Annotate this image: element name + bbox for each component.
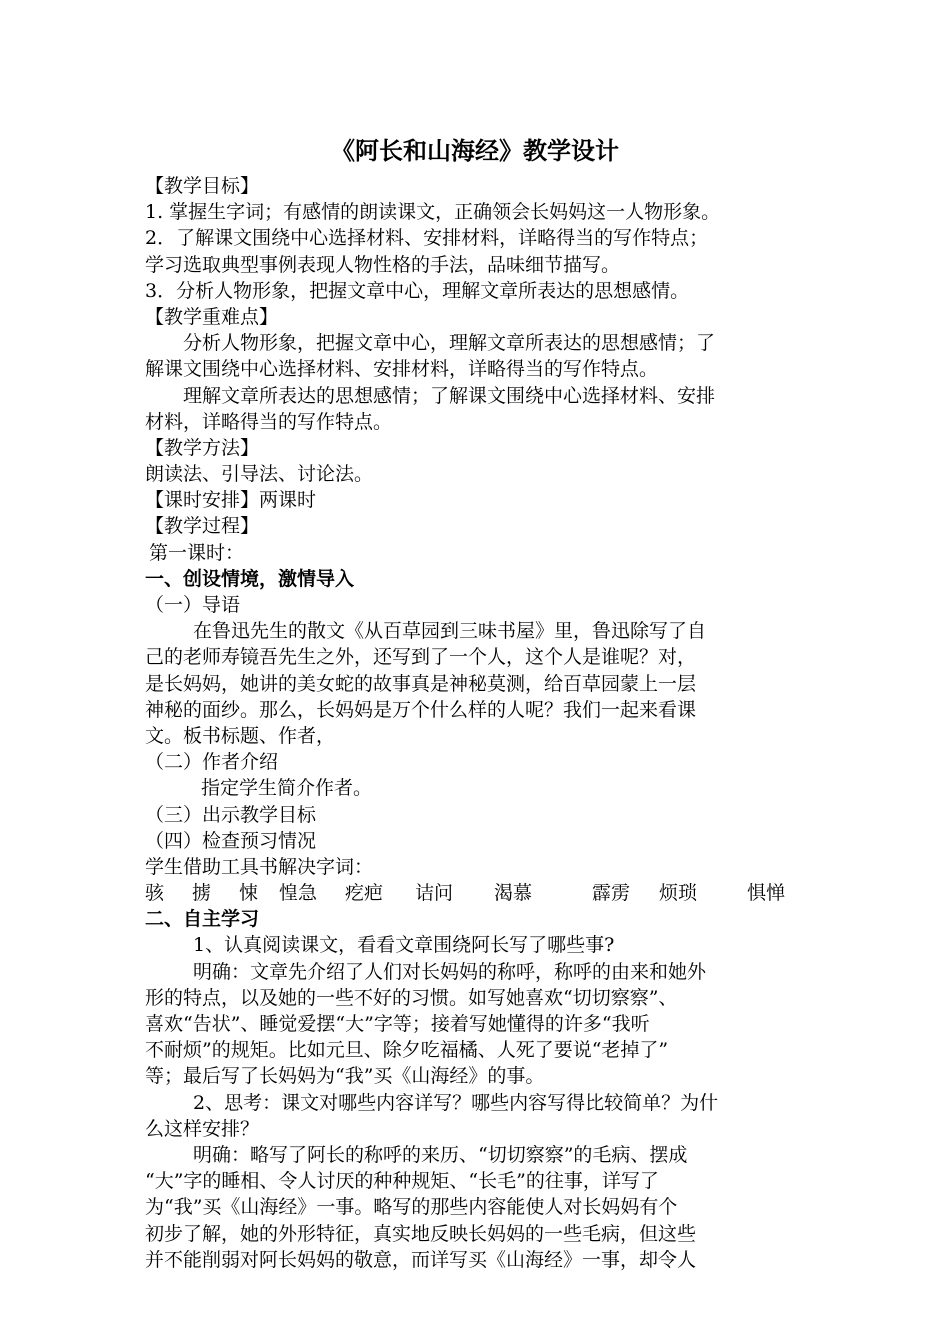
intro-paragraph-line-3: 是长妈妈，她讲的美女蛇的故事真是神秘莫测，给百草园蒙上一层: [145, 672, 697, 695]
key-point-text: 分析人物形象，把握文章中心，理解文章所表达的思想感情；了: [183, 332, 716, 355]
objective-2: 2．了解课文围绕中心选择材料、安排材料，详略得当的写作特点；: [145, 227, 709, 250]
objective-3: 3．分析人物形象，把握文章中心，理解文章所表达的思想感情。: [145, 279, 690, 302]
intro-paragraph: 在鲁迅先生的散文《从百草园到三味书屋》里，鲁迅除写了自: [193, 620, 707, 643]
objective-1: 1. 掌握生字词；有感情的朗读课文，正确领会长妈妈这一人物形象。: [145, 201, 721, 224]
answer-1-line-4: 不耐烦”的规矩。比如元旦、除夕吃福橘、人死了要说“老掉了”: [145, 1039, 669, 1062]
author-text: 指定学生简介作者。: [201, 777, 373, 800]
answer-2-line-3: 为“我”买《山海经》一事。略写的那些内容能使人对长妈妈有个: [145, 1196, 678, 1219]
key-point-text-cont: 解课文围绕中心选择材料、安排材料，详略得当的写作特点。: [145, 358, 659, 381]
vocab-intro: 学生借助工具书解决字词：: [145, 855, 374, 878]
vocab-word: 掳: [192, 882, 212, 905]
subsection-objectives: （三）出示教学目标: [145, 803, 317, 826]
vocab-list: [145, 880, 825, 906]
section-heading-key-points: 【教学重难点】: [145, 305, 279, 328]
document-body: [145, 173, 825, 1273]
answer-1-line-5: 等；最后写了长妈妈为“我”买《山海经》的事。: [145, 1065, 545, 1088]
question-2: 2、思考：课文对哪些内容详写？哪些内容写得比较简单？为什: [193, 1091, 719, 1114]
difficult-point-text-cont: 材料，详略得当的写作特点。: [145, 410, 393, 433]
intro-paragraph-line-2: 己的老师寿镜吾先生之外，还写到了一个人，这个人是谁呢？对，: [145, 646, 697, 669]
part-two-heading: 二、自主学习: [145, 908, 260, 931]
section-heading-methods: 【教学方法】: [145, 436, 260, 459]
vocab-word: 霹雳: [592, 882, 631, 905]
answer-1-line-2: 形的特点，以及她的一些不好的习惯。如写她喜欢“切切察察”、: [145, 986, 678, 1009]
intro-paragraph-line-5: 文。板书标题、作者，: [145, 724, 336, 747]
answer-2-line-5: 并不能削弱对阿长妈妈的敬意，而详写买《山海经》一事，却令人: [145, 1248, 697, 1271]
vocab-word: 渴慕: [494, 882, 533, 905]
schedule-text: 【课时安排】两课时: [145, 489, 317, 512]
lesson-one-label: 第一课时：: [149, 541, 245, 564]
answer-1: 明确：文章先介绍了人们对长妈妈的称呼，称呼的由来和她外: [193, 960, 707, 983]
section-heading-process: 【教学过程】: [145, 515, 260, 538]
answer-2: 明确：略写了阿长的称呼的来历、“切切察察”的毛病、摆成: [193, 1143, 688, 1166]
subsection-intro: （一）导语: [145, 594, 241, 616]
question-1: 1、认真阅读课文，看看文章围绕阿长写了哪些事?: [193, 934, 615, 957]
answer-2-line-2: “大”字的睡相、令人讨厌的种种规矩、“长毛”的往事，详写了: [145, 1170, 659, 1193]
subsection-preview: （四）检查预习情况: [145, 829, 317, 852]
objective-2-cont: 学习选取典型事例表现人物性格的手法，品味细节描写。: [145, 253, 621, 276]
vocab-word: 惧惮: [747, 882, 786, 905]
answer-1-line-3: 喜欢“告状”、睡觉爱摆“大”字等；接着写她懂得的许多“我听: [145, 1013, 650, 1035]
difficult-point-text: 理解文章所表达的思想感情；了解课文围绕中心选择材料、安排: [183, 384, 716, 407]
vocab-word: 惶急: [279, 882, 318, 905]
vocab-word: 诘问: [415, 882, 454, 905]
methods-text: 朗读法、引导法、讨论法。: [145, 463, 374, 486]
vocab-word: 悚: [239, 882, 259, 905]
document-title: 《阿长和山海经》教学设计: [331, 136, 619, 165]
vocab-word: 骇: [145, 882, 165, 905]
part-one-heading: 一、创设情境，激情导入: [145, 567, 355, 590]
vocab-word: 烦琐: [659, 882, 698, 905]
section-heading-objectives: 【教学目标】: [145, 175, 260, 197]
subsection-author: （二）作者介绍: [145, 751, 279, 774]
question-2-cont: 么这样安排？: [145, 1117, 260, 1140]
vocab-word: 疙疤: [345, 882, 384, 905]
answer-2-line-4: 初步了解，她的外形特征，真实地反映长妈妈的一些毛病，但这些: [145, 1222, 697, 1245]
intro-paragraph-line-4: 神秘的面纱。那么，长妈妈是万个什么样的人呢？我们一起来看课: [145, 698, 697, 721]
